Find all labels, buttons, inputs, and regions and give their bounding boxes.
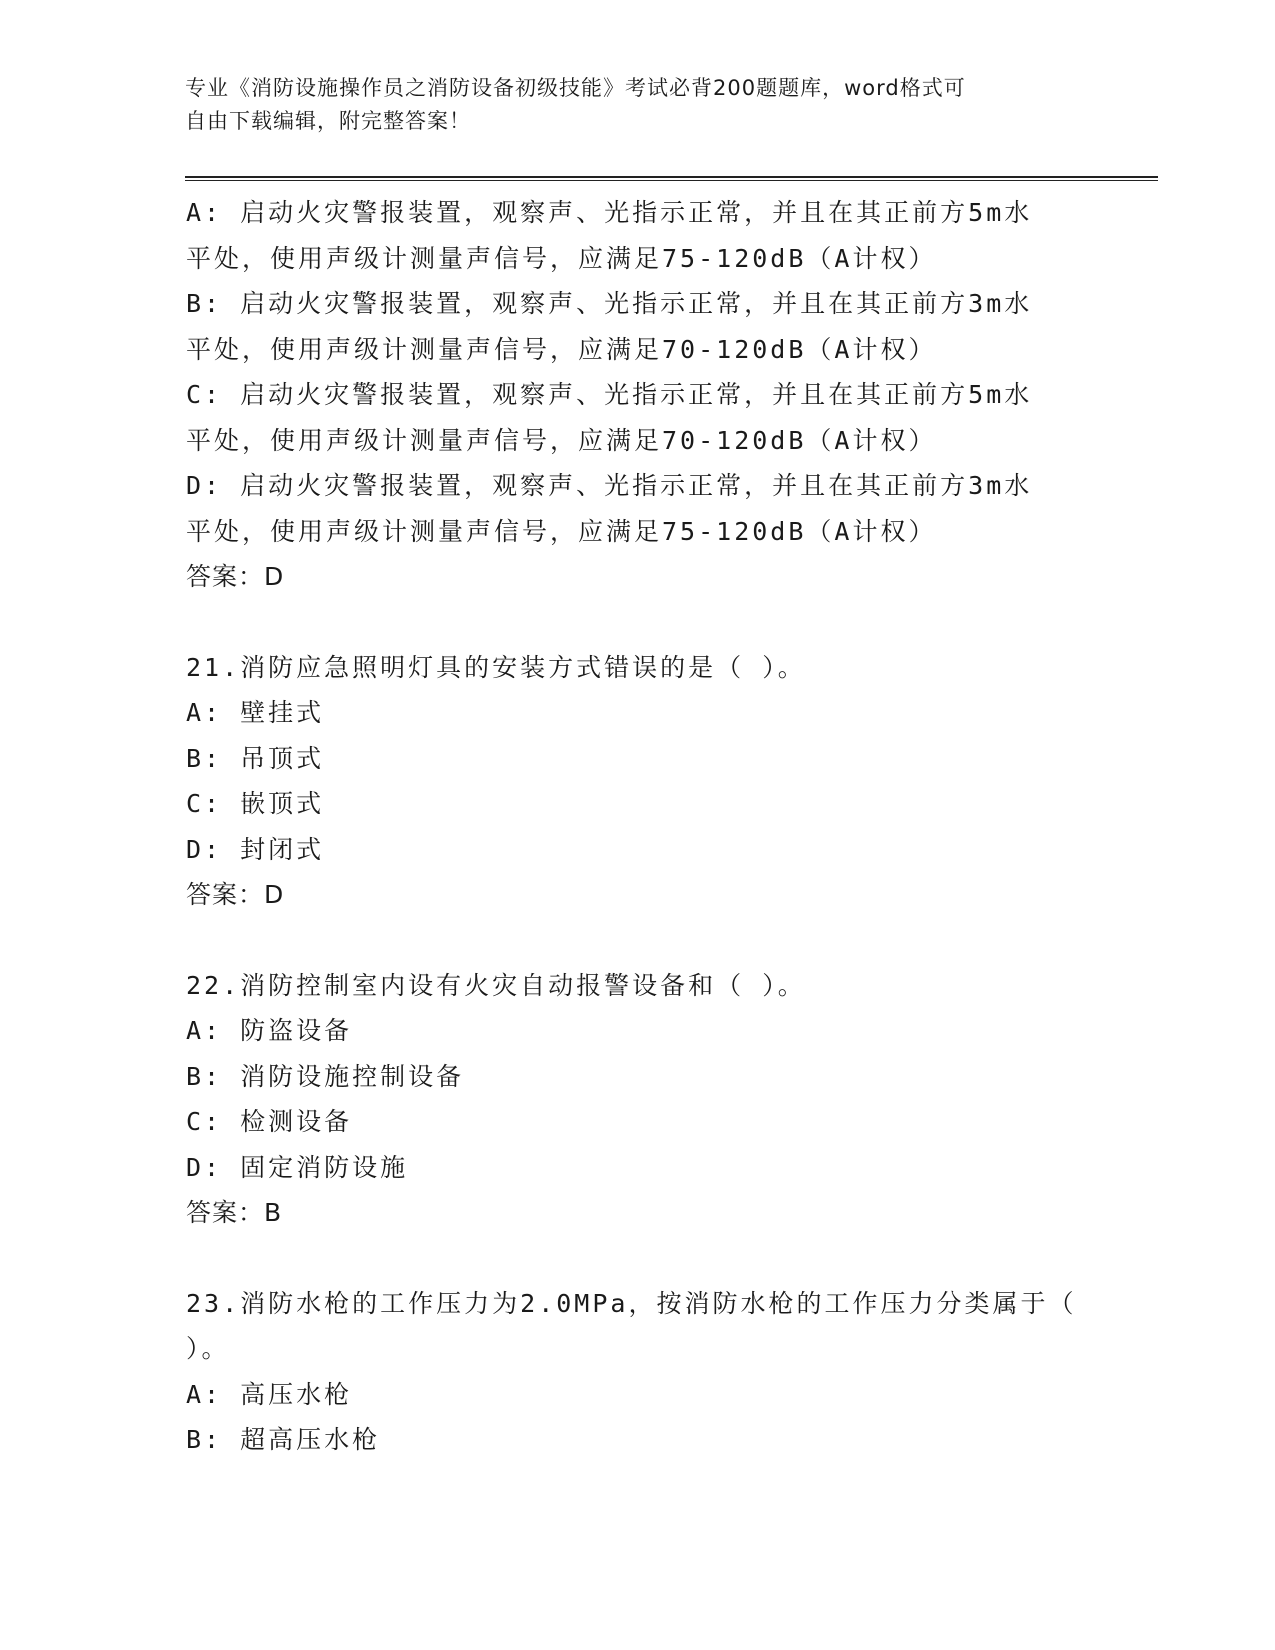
option-a: A: 防盗设备 [186, 1016, 353, 1045]
option-b: B: 吊顶式 [186, 743, 325, 773]
option-c-line-2: 平处，使用声级计测量声信号，应满足70-120dB（A计权） [186, 425, 937, 455]
option-c-line-1: C: 启动火灾警报装置，观察声、光指示正常，并且在其正前方5m水 [186, 380, 1033, 409]
question-content [186, 190, 1086, 1463]
option-d-line-2: 平处，使用声级计测量声信号，应满足75-120dB（A计权） [186, 516, 937, 546]
option-b: B: 消防设施控制设备 [186, 1061, 465, 1091]
question-21 [186, 645, 1086, 918]
answer-line: 答案：D [186, 880, 285, 909]
option-c: C: 检测设备 [186, 1107, 353, 1136]
option-b: B: 超高压水枪 [186, 1425, 381, 1454]
option-d: D: 固定消防设施 [186, 1152, 409, 1182]
option-c: C: 嵌顶式 [186, 789, 325, 818]
answer-line: 答案：B [186, 1198, 283, 1227]
question-stem: 22.消防控制室内设有火灾自动报警设备和（ ）。 [186, 970, 806, 1000]
header-line-1: 专业《消防设施操作员之消防设备初级技能》考试必背200题题库，word格式可 [185, 76, 966, 100]
option-b-line-1: B: 启动火灾警报装置，观察声、光指示正常，并且在其正前方3m水 [186, 289, 1033, 318]
question-stem-line-1: 23.消防水枪的工作压力为2.0MPa，按消防水枪的工作压力分类属于（ [186, 1288, 1077, 1318]
question-22 [186, 963, 1086, 1236]
question-23 [186, 1281, 1086, 1463]
document-header [185, 72, 1065, 138]
option-d: D: 封闭式 [186, 834, 325, 864]
question-stem-line-2: ）。 [186, 1334, 230, 1363]
prev-question [186, 190, 1086, 600]
option-a-line-1: A: 启动火灾警报装置，观察声、光指示正常，并且在其正前方5m水 [186, 198, 1033, 227]
header-line-2: 自由下载编辑，附完整答案！ [185, 109, 471, 133]
option-a-line-2: 平处，使用声级计测量声信号，应满足75-120dB（A计权） [186, 243, 937, 273]
option-a: A: 壁挂式 [186, 698, 325, 727]
option-d-line-1: D: 启动火灾警报装置，观察声、光指示正常，并且在其正前方3m水 [186, 471, 1033, 500]
option-a: A: 高压水枪 [186, 1379, 353, 1409]
option-b-line-2: 平处，使用声级计测量声信号，应满足70-120dB（A计权） [186, 334, 937, 364]
answer-line: 答案：D [186, 562, 285, 591]
question-stem: 21.消防应急照明灯具的安装方式错误的是（ ）。 [186, 652, 806, 682]
header-divider [185, 176, 1158, 181]
